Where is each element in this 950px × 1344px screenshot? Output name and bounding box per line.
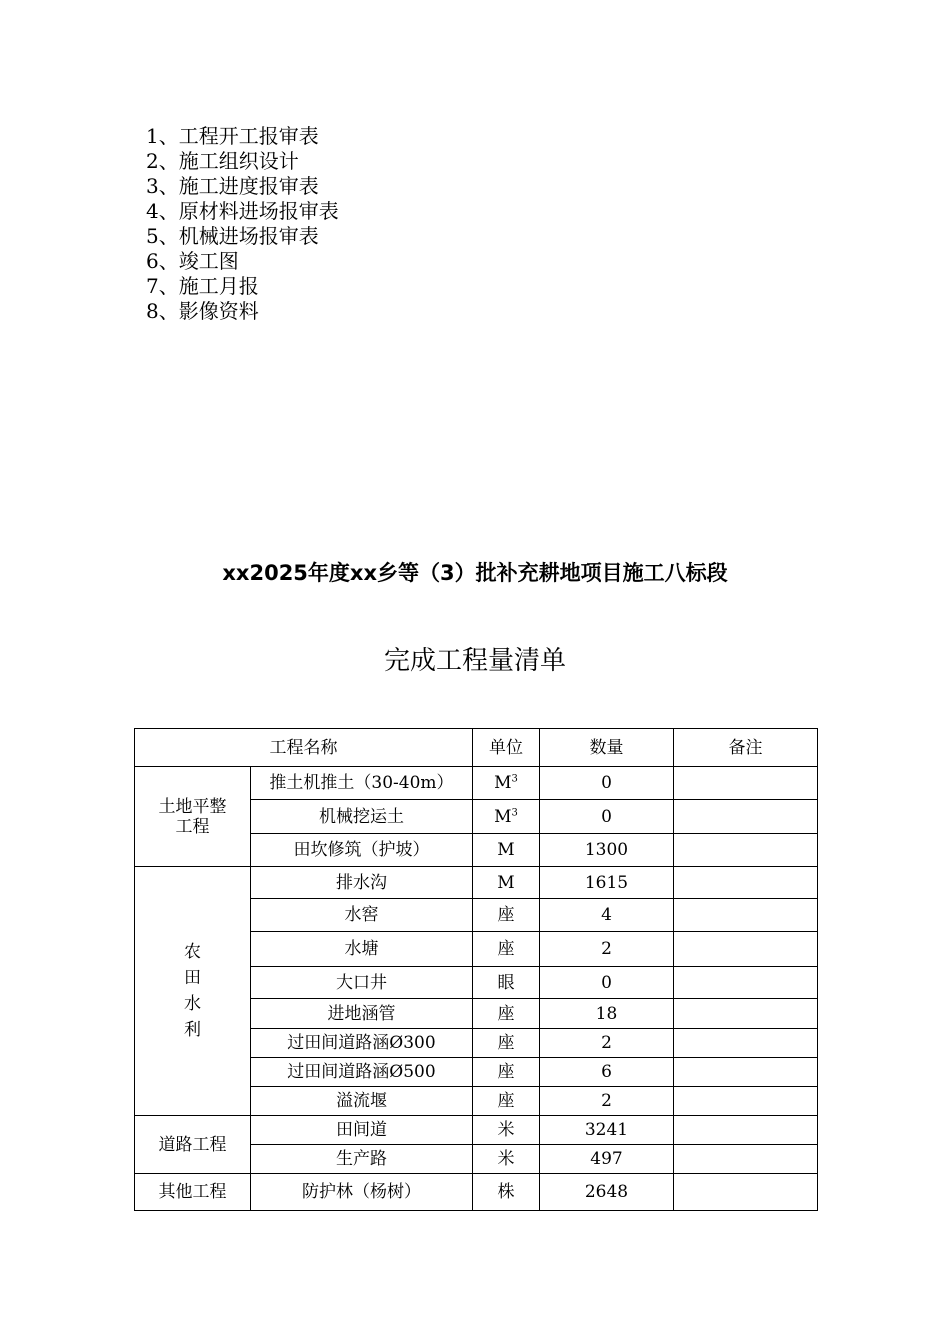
qty-cell: 2 [540,932,674,967]
qty-cell: 0 [540,767,674,800]
quantity-table [134,728,818,1211]
note-cell [674,899,818,932]
item-cell: 进地涵管 [251,999,473,1029]
item-cell: 防护林（杨树） [251,1174,473,1211]
note-cell [674,1145,818,1174]
document-subtitle: 完成工程量清单 [383,646,566,676]
unit-cell: 米 [473,1116,540,1145]
qty-cell: 497 [540,1145,674,1174]
unit-cell: M [473,834,540,867]
unit-cell: $M^3$ [473,800,540,834]
group-farmland-water: 农 田 水 利 [135,867,251,1116]
unit-cell: 座 [473,932,540,967]
item-cell: 过田间道路涵Ø300 [251,1029,473,1058]
qty-cell: 6 [540,1058,674,1087]
header-name: 工程名称 [135,729,473,767]
item-cell: 田坎修筑（护坡） [251,834,473,867]
table-row [135,1116,818,1145]
unit-cell: 座 [473,1058,540,1087]
item-cell: 生产路 [251,1145,473,1174]
qty-cell: 0 [540,967,674,999]
list-item: 5、机械进场报审表 [146,224,319,248]
list-item: 6、竣工图 [146,249,239,273]
note-cell [674,1058,818,1087]
note-cell [674,834,818,867]
qty-cell: 3241 [540,1116,674,1145]
note-cell [674,767,818,800]
list-item: 1、工程开工报审表 [146,124,319,148]
unit-cell: 米 [473,1145,540,1174]
list-item: 8、影像资料 [146,299,259,323]
unit-cell: 株 [473,1174,540,1211]
item-cell: 水窖 [251,899,473,932]
table-row [135,767,818,800]
group-other: 其他工程 [135,1174,251,1211]
list-item: 4、原材料进场报审表 [146,199,339,223]
item-cell: 溢流堰 [251,1087,473,1116]
group-road: 道路工程 [135,1116,251,1174]
document-title: xx2025年度xx乡等（3）批补充耕地项目施工八标段 [222,561,728,585]
note-cell [674,967,818,999]
unit-cell: 座 [473,1029,540,1058]
qty-cell: 2 [540,1087,674,1116]
list-item: 2、施工组织设计 [146,149,299,173]
item-cell: 排水沟 [251,867,473,899]
item-cell: 机械挖运土 [251,800,473,834]
qty-cell: 4 [540,899,674,932]
note-cell [674,867,818,899]
header-unit: 单位 [473,729,540,767]
qty-cell: 2 [540,1029,674,1058]
unit-cell: $M^3$ [473,767,540,800]
qty-cell: 1615 [540,867,674,899]
list-item: 7、施工月报 [146,274,259,298]
group-land-leveling: 土地平整 工程 [135,767,251,867]
item-cell: 田间道 [251,1116,473,1145]
note-cell [674,1087,818,1116]
header-qty: 数量 [540,729,674,767]
item-cell: 过田间道路涵Ø500 [251,1058,473,1087]
qty-cell: 18 [540,999,674,1029]
qty-cell: 2648 [540,1174,674,1211]
table-row [135,1174,818,1211]
table-row [135,867,818,899]
unit-cell: 座 [473,999,540,1029]
unit-cell: 座 [473,1087,540,1116]
unit-cell: 眼 [473,967,540,999]
qty-cell: 0 [540,800,674,834]
note-cell [674,1029,818,1058]
unit-cell: M [473,867,540,899]
unit-cell: 座 [473,899,540,932]
header-note: 备注 [674,729,818,767]
qty-cell: 1300 [540,834,674,867]
item-cell: 水塘 [251,932,473,967]
note-cell [674,999,818,1029]
note-cell [674,1174,818,1211]
note-cell [674,1116,818,1145]
note-cell [674,932,818,967]
item-cell: 大口井 [251,967,473,999]
document-checklist [146,124,339,324]
note-cell [674,800,818,834]
list-item: 3、施工进度报审表 [146,174,319,198]
table-header-row [135,729,818,767]
item-cell: 推土机推土（30-40m） [251,767,473,800]
